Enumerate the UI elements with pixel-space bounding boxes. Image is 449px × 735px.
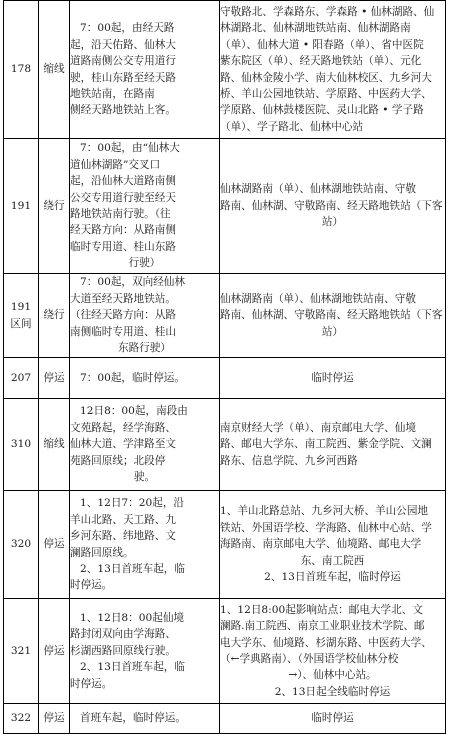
table-row [4, 274, 446, 358]
adjustment-type: 停运 [39, 358, 70, 399]
text-line: （单）、仙林大道 • 阳春路（单）、省中医院 [220, 38, 424, 51]
table-row [4, 491, 446, 599]
text-line: 7：00起，临时停运。 [80, 371, 185, 384]
adjustment-description [70, 1, 220, 139]
text-line: 林湖路北、仙林湖地铁站南、仙林湖路南 [220, 22, 411, 35]
text-line: 临时停运 [311, 712, 354, 725]
line-number [4, 274, 39, 358]
text-line: 南侧临时专用道、桂山 [70, 325, 176, 338]
text-line: 东、南工院西 [300, 554, 365, 567]
text-line: 大道至经天路地铁站。 [70, 292, 176, 305]
text-line: 乡河东路、纬地路、文 [70, 530, 176, 543]
text-line: 紫东院区（单）、经天路地铁站（单）、元化 [220, 55, 422, 68]
text-line: 7：00起，双向经仙林 [80, 276, 185, 289]
table-row [4, 139, 446, 274]
adjustment-type: 停运 [39, 599, 70, 704]
text-line: 铁站、外国语学校、学海路、仙林中心站、学 [220, 521, 432, 534]
text-line: 7：00起，由经天路 [80, 22, 175, 35]
text-line: 站） [321, 325, 344, 338]
text-line: 起，沿天佑路、仙林大 [70, 38, 176, 51]
line-number: 321 [4, 599, 39, 704]
text-line: 首班车起，临时停运。 [80, 712, 186, 725]
text-line: 仙林湖路南（单）、仙林湖地铁站南、守敬 [220, 292, 416, 305]
affected-stops [220, 139, 446, 274]
text-line: 路东、信息学院、九乡河西路 [220, 454, 358, 467]
text-line: 路、邮电大学东、南工院西、紫金学院、文澜 [220, 438, 432, 451]
adjustment-description [70, 704, 220, 734]
text-line: 12日8：00起，南段由 [80, 405, 188, 418]
text-line: 1、12日8：00起仙境 [80, 611, 185, 624]
text-line: 电大学东、仙境路、杉湖东路、中医药大学、 [220, 636, 432, 649]
text-line: 2、13日首班车起，临 [80, 562, 185, 575]
adjustment-type: 缩线 [39, 399, 70, 491]
text-line: 1、12日8:00起影响站点：邮电大学北、文 [220, 603, 423, 616]
text-line: 苑路回原线；北段停 [70, 454, 166, 467]
line-number: 207 [4, 358, 39, 399]
table-row [4, 358, 446, 399]
line-number: 191 [4, 139, 39, 274]
affected-stops [220, 704, 446, 734]
text-line: 行驶） [128, 257, 161, 270]
text-line: 地铁站南，在路南 [70, 87, 155, 100]
text-line: 羊山北路、天工路、九 [70, 513, 176, 526]
table-row [4, 1, 446, 139]
table-row [4, 704, 446, 734]
adjustment-description [70, 358, 220, 399]
text-line: 临时停运 [311, 371, 354, 384]
adjustment-description [70, 491, 220, 599]
adjustment-description [70, 274, 220, 358]
text-line: 2、13日首班车起，临时停运 [264, 571, 401, 584]
text-line: 南京财经大学（单）、南京邮电大学、仙境 [220, 421, 416, 434]
text-line: 2、13日起全线临时停运 [274, 685, 391, 698]
text-line: 路南、仙林湖、守敬路南、经天路地铁站（下客 [220, 309, 443, 322]
text-line: 时停运。 [70, 579, 113, 592]
text-line: 公交专用道行驶至经天 [70, 191, 176, 204]
text-line: 站） [321, 216, 344, 229]
line-number: 320 [4, 491, 39, 599]
text-line: 海路南、南京邮电大学、仙境路、邮电大学 [220, 538, 422, 551]
adjustment-description [70, 139, 220, 274]
text-line: 澜路回原线。 [70, 546, 134, 559]
text-line: 经天路方向：从路南侧 [70, 224, 176, 237]
text-line: 1、羊山北路总站、九乡河大桥、羊山公园地 [220, 505, 429, 518]
text-line: 时停运。 [70, 677, 113, 690]
line-number: 322 [4, 704, 39, 734]
adjustment-type: 停运 [39, 704, 70, 734]
table-row [4, 399, 446, 491]
text-line: 仙林大道、学津路至文 [70, 438, 176, 451]
line-number: 178 [4, 1, 39, 139]
text-line: 侧经天路地铁站上客。 [70, 104, 176, 117]
text-line: 2、13日首班车起，临 [80, 661, 185, 674]
affected-stops [220, 399, 446, 491]
text-line: 道仙林湖路”交叉口 [70, 158, 161, 171]
text-line: 仙林湖路南（单）、仙林湖地铁站南、守敬 [220, 183, 416, 196]
adjustment-type: 缩线 [39, 1, 70, 139]
text-line: 文苑路起，经学海路、 [70, 421, 176, 434]
text-line: （单）、学子路北、仙林中心站 [220, 120, 364, 133]
line-number-main: 191 [10, 301, 32, 314]
text-line: （←学典路南）、（外国语学校仙林分校 [220, 653, 399, 665]
text-line: 临时专用道、桂山东路 [70, 240, 176, 253]
adjustment-description [70, 399, 220, 491]
text-line: 起，沿仙林大道路南侧 [70, 175, 176, 188]
line-number: 310 [4, 399, 39, 491]
text-line: 7：00起，由“仙林大 [80, 142, 180, 155]
text-line: （往经天路方向：从路 [70, 309, 176, 322]
affected-stops [220, 599, 446, 704]
text-line: 澜路.南工院西、南京工业职业技术学院、邮 [220, 620, 425, 633]
adjustment-description [70, 599, 220, 704]
affected-stops [220, 274, 446, 358]
text-line: 道路南侧公交专用道行 [70, 55, 176, 68]
affected-stops [220, 491, 446, 599]
text-line: 守敬路北、学森路东、学森路 • 仙林湖路、仙 [220, 5, 435, 18]
text-line: 1、12日7：20起，沿 [80, 497, 185, 510]
affected-stops [220, 358, 446, 399]
adjustment-type: 停运 [39, 491, 70, 599]
text-line: 学原路、仙林鼓楼医院、灵山北路 • 学子路 [220, 104, 424, 117]
text-line: 路封闭双向由学海路、 [70, 628, 176, 641]
adjustment-type: 绕行 [39, 139, 70, 274]
adjustment-type: 绕行 [39, 274, 70, 358]
text-line: 驶。 [133, 471, 156, 484]
text-line: 路南、仙林湖、守敬路南、经天路地铁站（下客 [220, 199, 443, 212]
text-line: →）、仙林中心站。 [288, 669, 377, 682]
text-line: 杉湖西路回原线行驶。 [70, 644, 176, 657]
affected-stops [220, 1, 446, 139]
table-row [4, 599, 446, 704]
text-line: 东路行驶） [118, 342, 171, 355]
text-line: 桥、羊山公园地铁站、学原路、中医药大学、 [220, 87, 432, 100]
line-number-suffix: 区间 [10, 317, 32, 330]
route-adjustment-table [3, 0, 446, 734]
text-line: 驶，桂山东路至经天路 [70, 71, 176, 84]
text-line: 路、仙林金陵小学、南大仙林校区、九乡河大 [220, 71, 432, 84]
text-line: 路地铁站南行驶。（往 [70, 208, 171, 220]
